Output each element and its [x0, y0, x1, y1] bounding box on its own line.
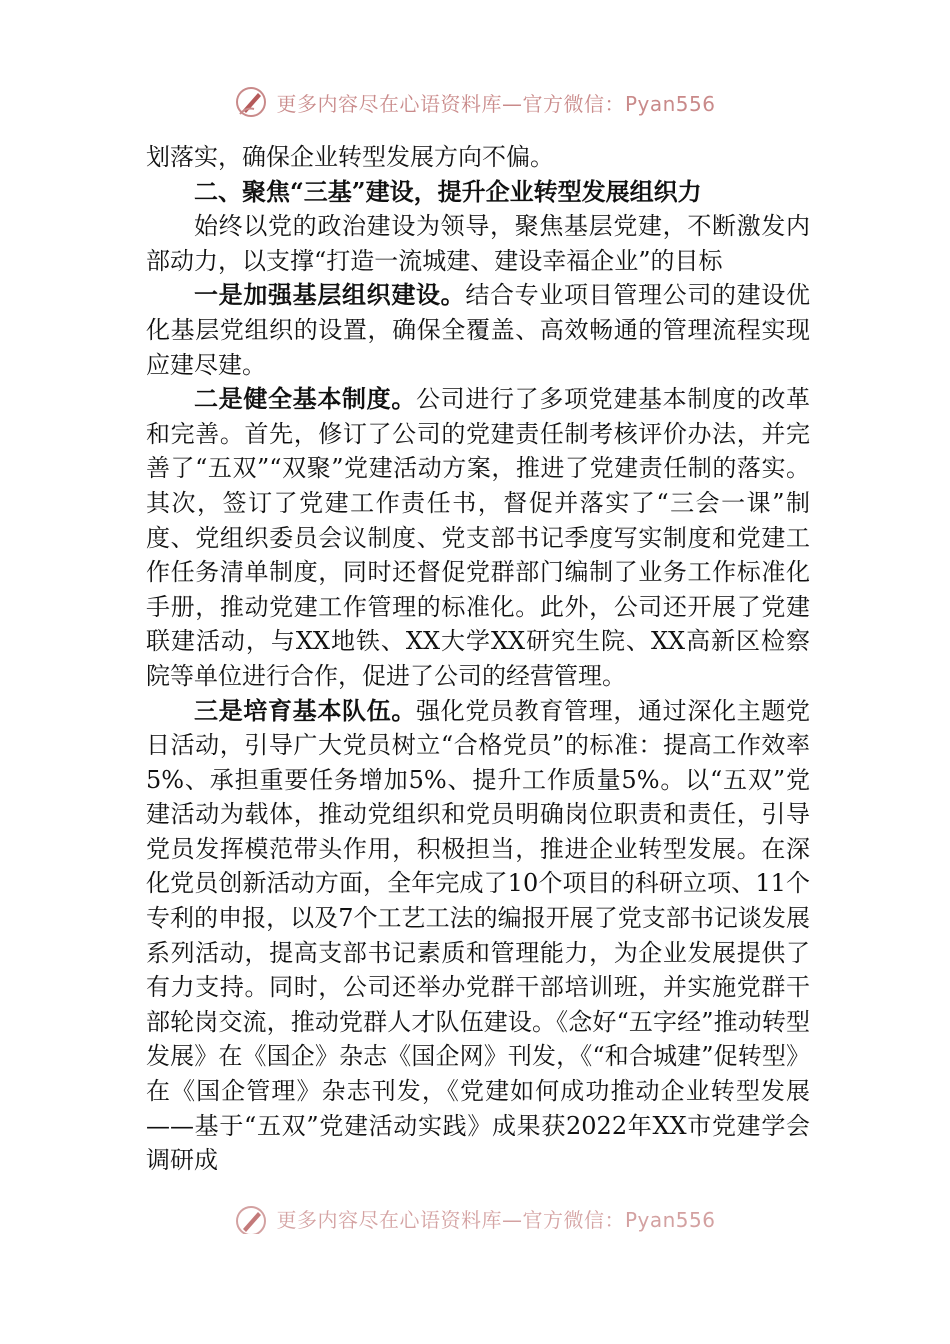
- paragraph-lead: 三是培育基本队伍。: [194, 695, 416, 725]
- paragraph-organization: [146, 278, 810, 382]
- watermark-footer: [0, 1204, 950, 1234]
- paragraph-team: [146, 694, 810, 1178]
- pen-logo-icon: [234, 85, 268, 119]
- paragraph-text: 强化党员教育管理，通过深化主题党日活动，引导广大党员树立“合格党员”的标准：提高工作效率5%、承担重要任务增加5%、提升工作质量5%。以“五双”党建活动为载体，推动党组织和党员明确岗位职责和责任，引导党员发挥模范带头作用，积极担当，推进企业转型发展。在深化党员创新活动方面，全年完成了10个项目的科研立项、11个专利的申报，以及7个工艺工法的编报开展了党支部书记谈发展系列活动，提高支部书记素质和管理能力，为企业发展提供了有力支持。同时，公司还举办党群干部培训班，并实施党群干部轮岗交流，推动党群人才队伍建设。《念好“五字经”推动转型发展》在《国企》杂志《国企网》刊发，《“和合城建”促转型》在《国企管理》杂志刊发，《党建如何成功推动企业转型发展——基于“五双”党建活动实践》成果获2022年XX市党建学会调研成: [146, 696, 810, 1175]
- paragraph-text: 结合专业项目管理公司的建设优化基层党组织的设置，确保全覆盖、高效畅通的管理流程实现应建尽建。: [146, 281, 810, 379]
- paragraph-lead: 一是加强基层组织建设。: [194, 280, 466, 310]
- section-heading: 二、聚焦“三基”建设，提升企业转型发展组织力: [194, 176, 702, 206]
- paragraph-text: 公司进行了多项党建基本制度的改革和完善。首先，修订了公司的党建责任制考核评价办法，并完善了“五双”“双聚”党建活动方案，推进了党建责任制的落实。其次，签订了党建工作责任书，督促并落实了“三会一课”制度、党组织委员会议制度、党支部书记季度写实制度和党建工作任务清单制度，同时还督促党群部门编制了业务工作标准化手册，推动党建工作管理的标准化。此外，公司还开展了党建联建活动，与XX地铁、XX大学XX研究生院、XX高新区检察院等单位进行合作，促进了公司的经营管理。: [146, 385, 810, 690]
- paragraph-continuation: 划落实，确保企业转型发展方向不偏。: [146, 143, 554, 171]
- pen-logo-icon: [234, 1204, 268, 1234]
- watermark-text: 更多内容尽在心语资料库—官方微信：Pyan556: [276, 1208, 716, 1232]
- paragraph-intro: 始终以党的政治建设为领导，聚焦基层党建，不断激发内部动力，以支撑“打造一流城建、建设幸福企业”的目标: [146, 212, 810, 275]
- document-body: [146, 140, 810, 1220]
- watermark-text: 更多内容尽在心语资料库—官方微信：Pyan556: [276, 91, 716, 116]
- paragraph-system: [146, 382, 810, 693]
- paragraph-lead: 二是健全基本制度。: [194, 384, 416, 414]
- watermark-header: [0, 82, 950, 122]
